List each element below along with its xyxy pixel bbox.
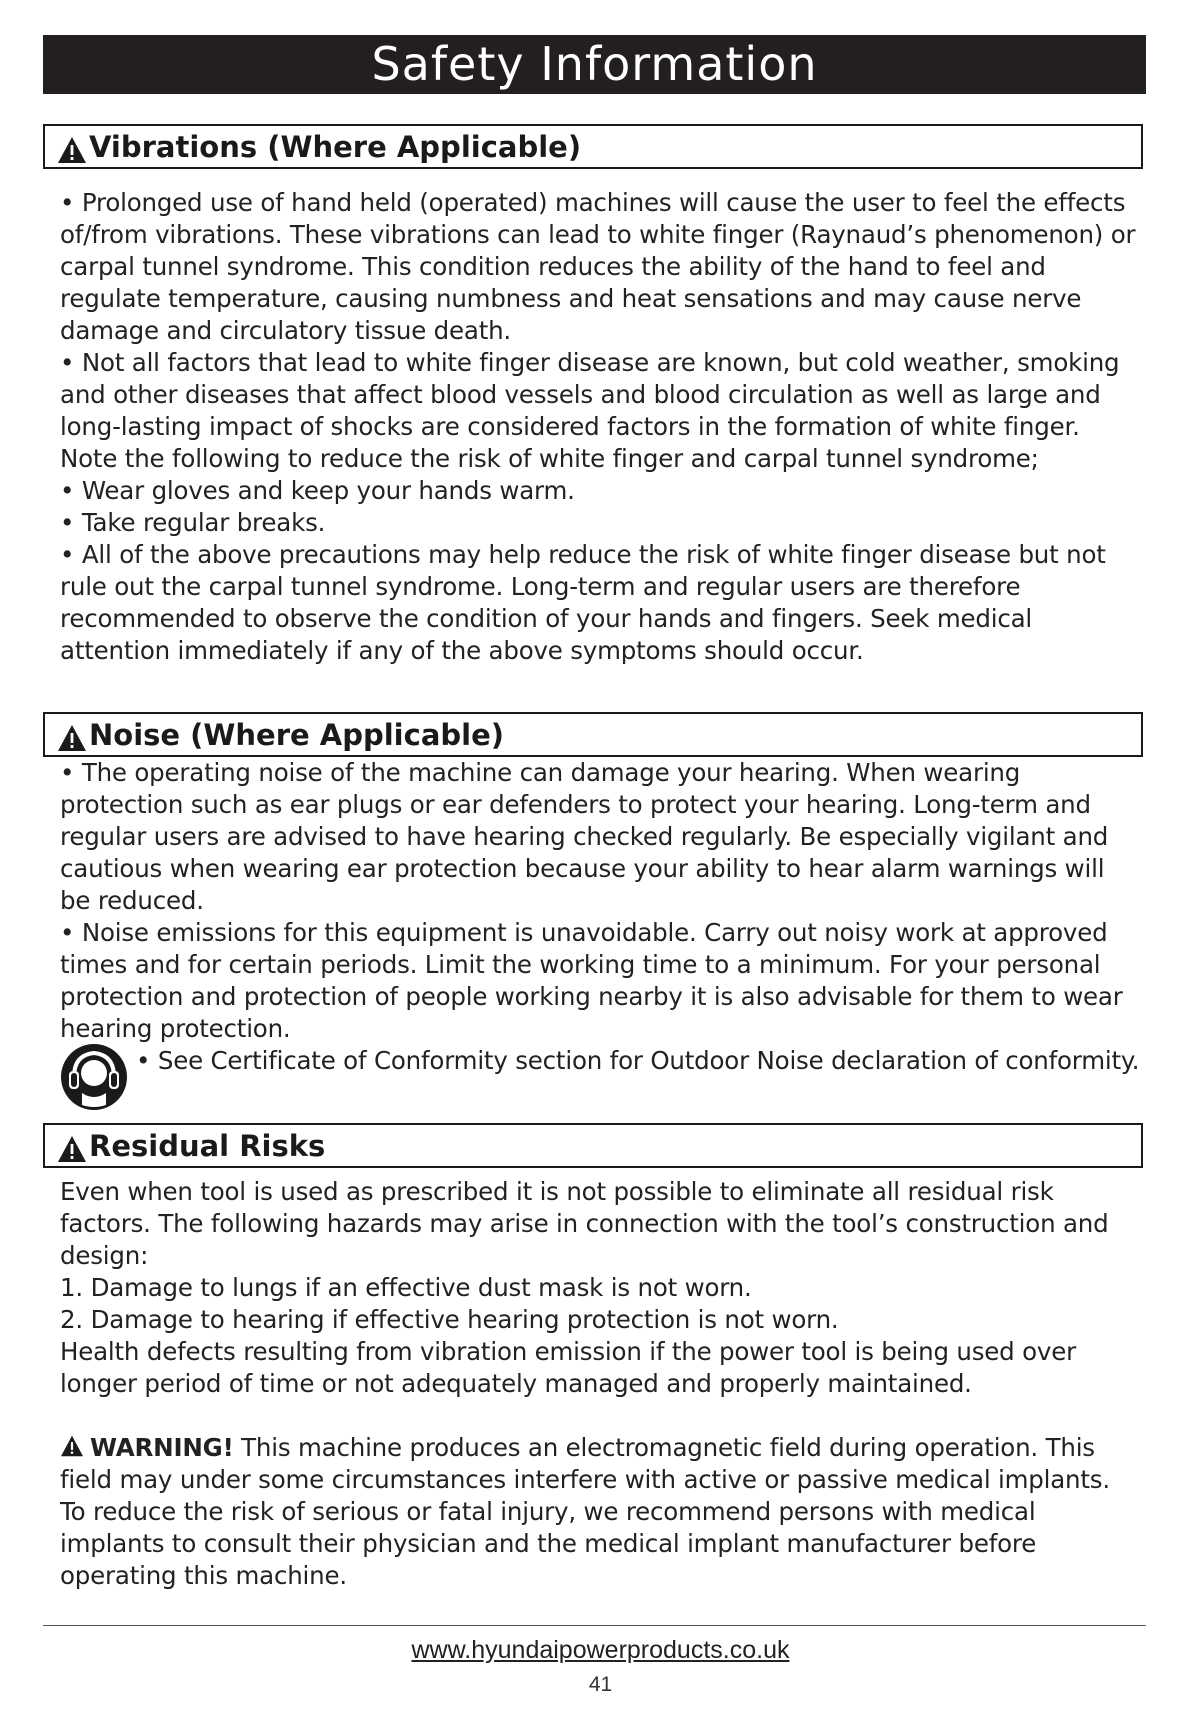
paragraph: Health defects resulting from vibration emission if the power tool is being used over longer period of time or not adequately managed and properly maintained.	[60, 1337, 1076, 1398]
paragraph: • All of the above precautions may help reduce the risk of white finger disease but not rule out the carpal tunnel syndrome. Long-term and regular users are therefore recommended to observe the condition of your hands and fingers. Seek medical attention immediately if any of the above symptoms should occur.	[60, 540, 1106, 665]
section-heading-text: Residual Risks	[89, 1128, 326, 1163]
paragraph: • The operating noise of the machine can damage your hearing. When wearing protection such as ear plugs or ear defenders to protect your hearing. Long-term and regular users are advised to have hearing checked regularly. Be especially vigilant and cautious when wearing ear protection because your ability to hear alarm warnings will be reduced.	[60, 758, 1109, 915]
warning-block	[60, 1432, 1140, 1592]
warning-text: This machine produces an electromagnetic field during operation. This field may under some circumstances interfere with active or passive medical implants. To reduce the risk of serious or fatal injury, we recommend persons with medical implants to consult their physician and the medical implant manufacturer before operating this machine.	[60, 1433, 1110, 1590]
warning-triangle-icon	[57, 724, 87, 752]
residual-risks-body	[60, 1176, 1140, 1400]
hearing-protection-icon	[60, 1043, 128, 1111]
section-heading-vibrations	[43, 124, 1143, 169]
list-item: 1. Damage to lungs if an effective dust mask is not worn.	[60, 1273, 752, 1302]
vibrations-body	[60, 187, 1140, 667]
paragraph: • Prolonged use of hand held (operated) machines will cause the user to feel the effects of/from vibrations. These vibrations can lead to white finger (Raynaud’s phenomenon) or carpal tunnel syndrome. This condition reduces the ability of the hand to feel and regulate temperature, causing numbness and heat sensations and may cause nerve damage and circulatory tissue death.	[60, 188, 1136, 345]
paragraph: Even when tool is used as prescribed it is not possible to eliminate all residual risk factors. The following hazards may arise in connection with the tool’s construction and design:	[60, 1177, 1109, 1270]
noise-body	[60, 757, 1140, 1111]
warning-triangle-icon	[57, 136, 87, 164]
section-heading-noise	[43, 712, 1143, 757]
section-heading-residual-risks	[43, 1123, 1143, 1168]
paragraph: • Not all factors that lead to white finger disease are known, but cold weather, smoking and other diseases that affect blood vessels and blood circulation as well as large and long-lasting impact of shocks are considered factors in the formation of white finger. Note the following to reduce the risk of white finger and carpal tunnel syndrome;	[60, 348, 1120, 473]
list-item: 2. Damage to hearing if effective hearing protection is not worn.	[60, 1305, 839, 1334]
page-title: Safety Information	[43, 35, 1146, 94]
paragraph: • Take regular breaks.	[60, 508, 326, 537]
hearing-protection-note	[60, 1045, 1140, 1111]
section-heading-text: Noise (Where Applicable)	[89, 717, 505, 752]
warning-paragraph	[60, 1432, 1140, 1592]
footer-website-link[interactable]: www.hyundaipowerproducts.co.uk	[411, 1636, 790, 1664]
footer-divider	[43, 1625, 1146, 1626]
hearing-note-text: • See Certificate of Conformity section for Outdoor Noise declaration of conformity.	[136, 1046, 1140, 1075]
paragraph: • Wear gloves and keep your hands warm.	[60, 476, 575, 505]
section-heading-text: Vibrations (Where Applicable)	[89, 129, 582, 164]
warning-label: WARNING!	[90, 1433, 234, 1462]
paragraph: • Noise emissions for this equipment is unavoidable. Carry out noisy work at approved times and for certain periods. Limit the working time to a minimum. For your personal protection and protection of people working nearby it is also advisable for them to wear hearing protection.	[60, 918, 1123, 1043]
warning-triangle-icon	[57, 1135, 87, 1163]
page-number: 41	[588, 1673, 613, 1696]
warning-triangle-icon	[60, 1435, 84, 1457]
